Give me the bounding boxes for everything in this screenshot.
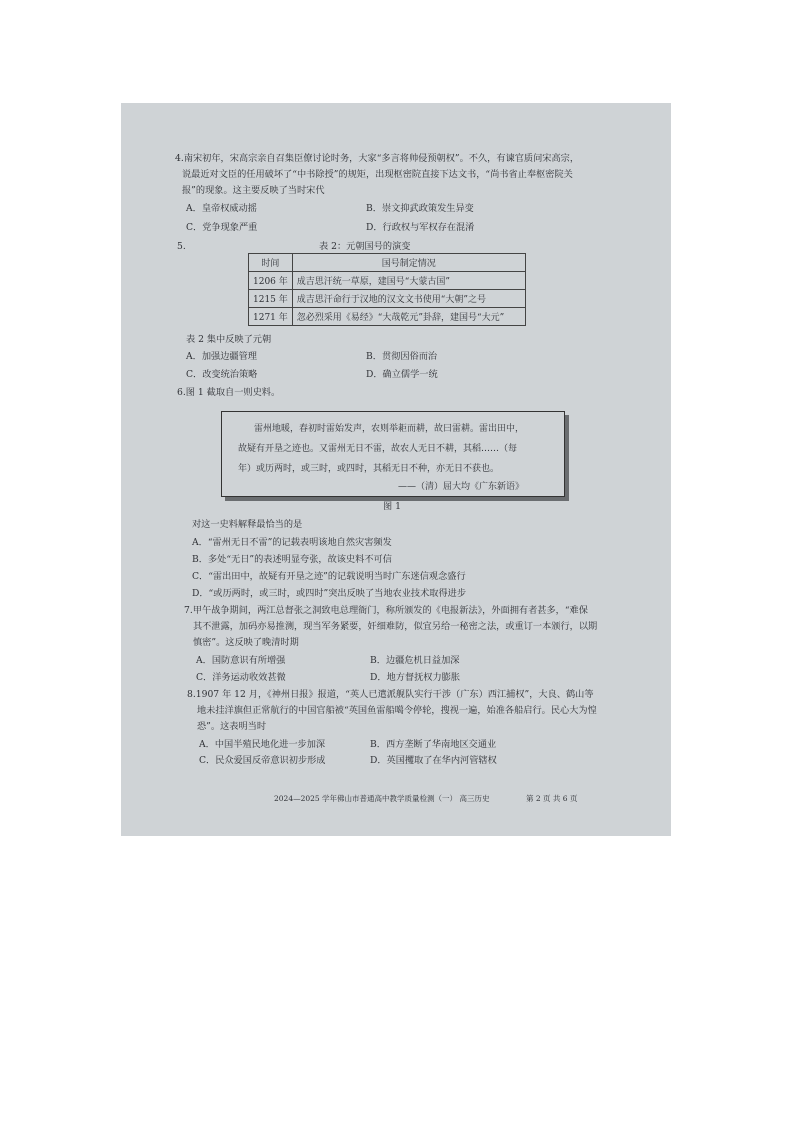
footer-page-number: 第 2 页 共 6 页 xyxy=(526,794,578,803)
footer-exam-title: 2024—2025 学年佛山市普通高中教学质量检测（一） 高三历史 xyxy=(274,794,490,803)
table-row xyxy=(249,272,526,290)
q4-line-1: 4.南宋初年，宋高宗亲自召集臣僚讨论时务，大家“多言将帅侵预朝权”。不久，有谏官质问宋高宗， xyxy=(175,153,580,164)
q7-option-d: D．地方督抚权力膨胀 xyxy=(370,672,461,683)
q6-option-d: D．“或历两时，或三时，或四时”突出反映了当地农业技术取得进步 xyxy=(192,588,467,599)
q4-option-a: A．皇帝权威动摇 xyxy=(186,203,257,214)
q7-line-3: 慎密”。这反映了晚清时期 xyxy=(193,637,299,648)
quote-line: 年）或历两时，或三时，或四时，其稻无日不种，亦无日不获也。 xyxy=(238,464,500,474)
q8-line-1: 8.1907 年 12 月，《神州日报》报道，“英人已遣派舰队实行干涉（广东）西江捕权”，大良、鹤山等 xyxy=(187,689,594,700)
q6-stem: 对这一史料解释最恰当的是 xyxy=(192,519,303,530)
table-cell: 成吉思汗命行于汉地的汉文文书使用“大朝”之号 xyxy=(292,290,525,308)
quote-source: ——（清）屈大均《广东新语》 xyxy=(398,482,525,492)
q4-line-3: 报”的现象。这主要反映了当时宋代 xyxy=(182,185,325,196)
q6-intro: 6.图 1 截取自一则史料。 xyxy=(177,387,281,398)
q8-option-b: B．西方垄断了华南地区交通业 xyxy=(370,739,497,750)
q4-option-c: C．党争现象严重 xyxy=(186,222,258,233)
q5-option-b: B．贯彻因俗而治 xyxy=(366,351,438,362)
q8-line-3: 恐”。这表明当时 xyxy=(197,721,267,732)
q7-line-1: 7.甲午战争期间，两江总督张之洞致电总理衙门，称所颁发的《电报新法》，外面拥有者甚多，“难保 xyxy=(184,605,588,616)
quote-line: 雷州地暖，春初时雷始发声，农则举耟而耕，故曰雷耕。雷出田中， xyxy=(254,424,525,434)
table-row xyxy=(249,290,526,308)
q4-option-b: B．崇文抑武政策发生异变 xyxy=(366,203,474,214)
q5-table-caption: 表 2：元朝国号的演变 xyxy=(319,241,411,252)
q8-option-d: D．英国攫取了在华内河管辖权 xyxy=(370,755,497,766)
table-cell: 忽必烈采用《易经》“大哉乾元”卦辞，建国号“大元” xyxy=(292,308,525,326)
q6-option-a: A．“雷州无日不雷”的记载表明该地自然灾害频发 xyxy=(192,537,392,548)
table-cell: 1215 年 xyxy=(249,290,293,308)
scanned-exam-page xyxy=(121,103,671,836)
table-header-row xyxy=(249,254,526,272)
q5-option-c: C．改变统治策略 xyxy=(186,369,258,380)
q6-figure-caption: 图 1 xyxy=(383,501,401,512)
table-row xyxy=(249,308,526,326)
table-header-cell: 国号制定情况 xyxy=(292,254,525,272)
q5-option-d: D．确立儒学一统 xyxy=(366,369,438,380)
q7-line-2: 其不泄露，加码亦易推测，现当军务紧要，奸细难防，似宜另给一秘密之法，或重订一本颁行，以期 xyxy=(193,621,598,632)
q5-stem: 表 2 集中反映了元朝 xyxy=(186,334,272,345)
q4-option-d: D．行政权与军权存在混淆 xyxy=(366,222,475,233)
q5-table xyxy=(248,253,526,326)
q7-option-a: A．国防意识有所增强 xyxy=(196,655,286,666)
q4-line-2: 说最近对文臣的任用破坏了“中书除授”的规矩，出现枢密院直接下达文书，“尚书省止奉枢密院关 xyxy=(182,169,573,180)
q5-option-a: A．加强边疆管理 xyxy=(186,351,257,362)
q6-source-box xyxy=(221,411,565,497)
q6-option-b: B．多处“无日”的表述明显夸张，故该史料不可信 xyxy=(192,554,392,565)
quote-line: 故疑有开垦之迹也。又雷州无日不雷，故农人无日不耕，其稻……（每 xyxy=(238,444,518,454)
q5-number: 5. xyxy=(177,241,186,252)
table-header-cell: 时间 xyxy=(249,254,293,272)
q7-option-b: B．边疆危机日益加深 xyxy=(370,655,460,666)
table-cell: 1206 年 xyxy=(249,272,293,290)
q8-option-c: C．民众爱国反帝意识初步形成 xyxy=(199,755,326,766)
q8-line-2: 地未挂洋旗但正常航行的中国官船被“英国鱼雷船噶令停轮，搜视一遍，始准各船启行。民心大为惶 xyxy=(197,705,597,716)
table-cell: 1271 年 xyxy=(249,308,293,326)
q7-option-c: C．洋务运动收效甚微 xyxy=(196,672,286,683)
table-cell: 成吉思汗统一草原，建国号“大蒙古国” xyxy=(292,272,525,290)
q6-option-c: C．“雷出田中，故疑有开垦之迹”的记载说明当时广东迷信观念盛行 xyxy=(192,571,466,582)
q8-option-a: A．中国半殖民地化进一步加深 xyxy=(199,739,326,750)
